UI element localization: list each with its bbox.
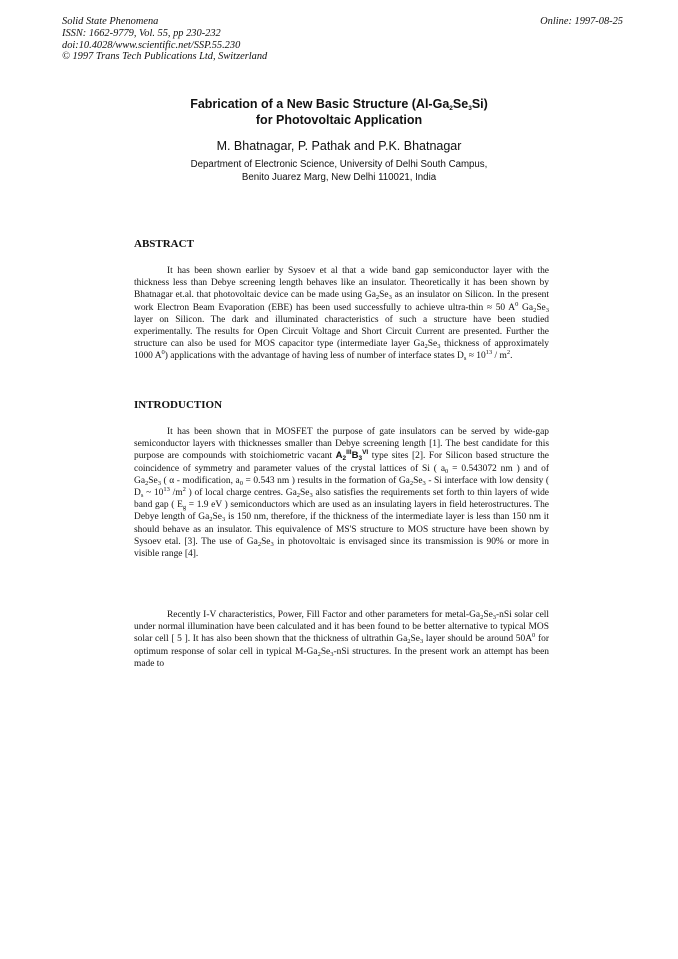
paper-title [0, 97, 678, 128]
abstract-heading: ABSTRACT [134, 238, 194, 250]
copyright-line: © 1997 Trans Tech Publications Ltd, Switzerland [62, 51, 268, 63]
title-line-2: for Photovoltaic Application [255, 112, 423, 127]
introduction-paragraph-2: Recently I-V characteristics, Power, Fill Factor and other parameters for metal-$Ga_2Se_3$-nSi solar cell under normal illumination have been calculated and it has been found to be better alternative to typical MOS solar cell [ 5 ]. It has also been shown that the thickness of ultrathin $Ga_2Se_3$ layer should be around $50A^0$ for optimum response of solar cell in typical $M-Ga_2Se_3$-nSi structures. In the present work an attempt has been made to [134, 610, 549, 669]
doi-line: doi:10.4028/www.scientific.net/SSP.55.230 [62, 39, 241, 51]
affiliation-line-1: Department of Electronic Science, University of Delhi South Campus, [190, 159, 488, 170]
affiliation-line-2: Benito Juarez Marg, New Delhi 110021, India [241, 171, 437, 183]
author-list: M. Bhatnagar, P. Pathak and P.K. Bhatnagar [216, 139, 462, 153]
journal-header [62, 16, 267, 63]
introduction-paragraph-1: It has been shown that in MOSFET the purpose of gate insulators can be served by wide-gap semiconductor layers with thicknesses smaller than Debye screening length [1]. The best candidate for this purpose are compounds with stoichiometric vacant $A_2^{III}B_3^{VI}$ type sites [2]. For Silicon based structure the coincidence of symmetry and parameter values of the crystal lattices of Si ( $a_0 = 0.543072$ nm ) and of $Ga_2Se_3$ ( α - modification, $a_0 = 0.543$ nm ) results in the formation of $Ga_2Se_3$ - Si interface with low density ( $D_s$ ~ $10^{13}$ $/m^2$ ) of local charge centres. $Ga_2Se_3$ also satisfies the requirements set forth to thin layers of wide band gap ( $E_g = 1.9$ eV ) semiconductors which are used as an insulating layers in field heterostructures. The Debye length of $Ga_2Se_3$ is 150 nm, therefore, if the thickness of the intermediate layer is less than 150 nm it should behave as an insulator. This equivalence of MS'S structure to MOS structure have been shown by Sysoev etal. [3]. The use of $Ga_2Se_3$ in photovoltaic is envisaged since its transmission is 90% or more in visible range [4]. [134, 427, 549, 560]
online-date: Online: 1997-08-25 [540, 16, 623, 27]
journal-name: Solid State Phenomena [62, 16, 159, 27]
affiliation [0, 159, 678, 184]
title-line-1: Fabrication of a New Basic Structure $(Al-Ga_2Se_3Si)$ [190, 97, 488, 112]
issn-line: ISSN: 1662-9779, Vol. 55, pp 230-232 [62, 27, 221, 39]
introduction-heading: INTRODUCTION [134, 399, 223, 411]
abstract-paragraph: It has been shown earlier by Sysoev et al that a wide band gap semiconductor layer with the thickness less than Debye screening length behaves like an insulator. Theoretically it has been shown by Bhatnagar et.al. that photovoltaic device can be made using $Ga_2Se_3$ as an insulator on Silicon. In the present work Electron Beam Evaporation (EBE) has been used successfully to achieve ultra-thin ≈ 50 $A^0$ $Ga_2Se_3$ layer on Silicon. The dark and illuminated characteristics of such a structure have been studied experimentally. The results for Open Circuit Voltage and Short Circuit Current are presented. Further the structure can also be used for MOS capacitor type (intermediate layer $Ga_2Se_3$ thickness of approximately 1000 $A^0$) applications with the advantage of having less of number of interface states $D_s \approx 10^{13} / m^2$. [134, 266, 550, 363]
compound-formula: $A_2^{III}B_3^{VI}$ [335, 449, 369, 463]
